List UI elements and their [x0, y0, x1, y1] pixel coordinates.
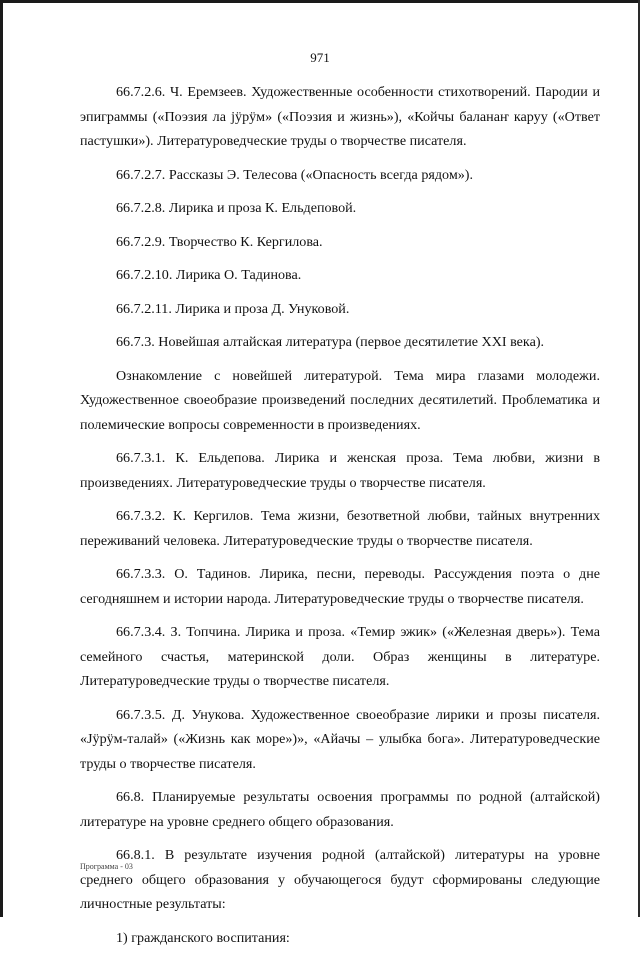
paragraph-66-7-2-8: 66.7.2.8. Лирика и проза К. Ельдеповой.: [116, 200, 357, 216]
paragraph-66-8-1: 66.8.1. В результате изучения родной (алтайской) литературы на уровне среднего общего образования у обучающегося будут сформированы следующие личностные результаты:: [80, 847, 600, 912]
paragraph-66-7-3-3: 66.7.3.3. О. Тадинов. Лирика, песни, переводы. Рассуждения поэта о дне сегодняшнем и истории народа. Литературоведческие труды о творчестве писателя.: [80, 566, 600, 607]
paragraph-intro: Ознакомление с новейшей литературой. Тема мира глазами молодежи. Художественное своеобразие произведений последних десятилетий. Проблематика и полемические вопросы современности в произведениях.: [80, 367, 600, 433]
paragraph-66-7-2-9: 66.7.2.9. Творчество К. Кергилова.: [116, 233, 323, 250]
section-heading-66-8: 66.8. Планируемые результаты освоения программы по родной (алтайской) литературе на уровне среднего общего образования.: [80, 789, 600, 830]
paragraph-66-7-2-11: 66.7.2.11. Лирика и проза Д. Унуковой.: [116, 300, 350, 317]
paragraph-66-7-3-4: 66.7.3.4. З. Топчина. Лирика и проза. «Темир эжик» («Железная дверь»). Тема семейного счастья, материнской доли. Образ женщины в литературе. Литературоведческие труды о творчестве писателя.: [80, 624, 600, 689]
section-heading-66-7-3: 66.7.3. Новейшая алтайская литература (первое десятилетие XXI века).: [116, 334, 545, 350]
list-item-civic-education: 1) гражданского воспитания:: [116, 929, 290, 946]
scan-edge-left: [0, 0, 3, 917]
paragraph-66-7-3-1: 66.7.3.1. К. Ельдепова. Лирика и женская проза. Тема любви, жизни в произведениях. Литературоведческие труды о творчестве писателя.: [80, 450, 600, 491]
paragraph-66-7-3-2: 66.7.3.2. К. Кергилов. Тема жизни, безответной любви, тайных внутренних переживаний человека. Литературоведческие труды о творчестве писателя.: [80, 508, 600, 549]
page-number: 971: [310, 50, 330, 65]
paragraph-66-7-2-10: 66.7.2.10. Лирика О. Тадинова.: [116, 267, 302, 283]
page-footer: Программа - 03: [80, 862, 133, 871]
scan-edge-top: [0, 0, 640, 3]
paragraph-66-7-3-5: 66.7.3.5. Д. Унукова. Художественное своеобразие лирики и прозы писателя. «Јӱрӱм-талай» («Жизнь как море»)», «Айачы – улыбка бога». Литературоведческие труды о творчестве писателя.: [80, 706, 600, 772]
paragraph-66-7-2-6: 66.7.2.6. Ч. Еремзеев. Художественные особенности стихотворений. Пародии и эпиграммы («Поэзия ла јӱрӱм» («Поэзия и жизнь»), «Койчы баланаҥ каруу («Ответ пастушки»). Литературоведческие труды о творчестве писателя.: [80, 84, 600, 149]
document-body: [80, 80, 600, 959]
paragraph-66-7-2-7: 66.7.2.7. Рассказы Э. Телесова («Опасность всегда рядом»).: [116, 166, 473, 183]
